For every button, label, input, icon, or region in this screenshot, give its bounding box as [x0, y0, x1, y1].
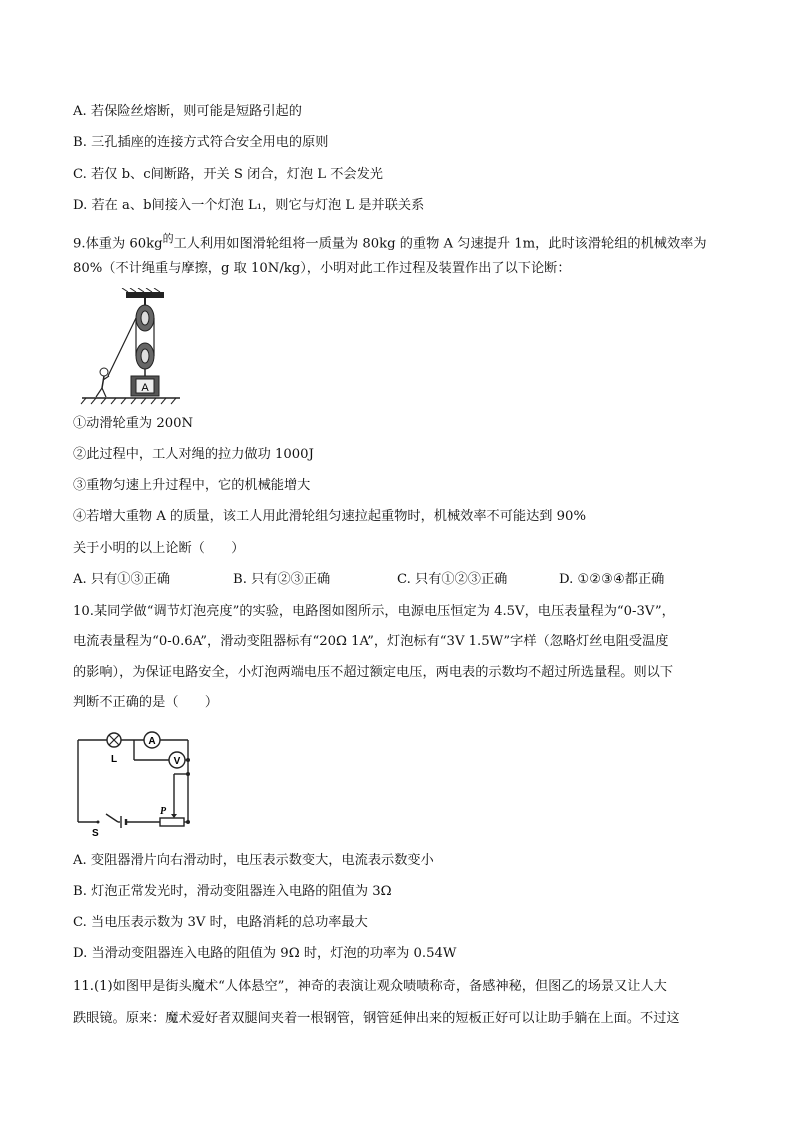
voltmeter-label: V: [173, 756, 181, 767]
q8-option-c: C. 若仅 b、c间断路，开关 S 闭合，灯泡 L 不会发光: [73, 167, 383, 182]
q9-stem-de: 的: [162, 232, 174, 245]
load-label: A: [141, 382, 149, 394]
q8-option-a: A. 若保险丝熔断，则可能是短路引起的: [73, 104, 302, 119]
q11-stem-line-1: 11.(1)如图甲是街头魔术“人体悬空”，神奇的表演让观众啧啧称奇，备感神秘，但图乙的场景又让人大: [73, 979, 667, 994]
q9-statement-2: ②此过程中，工人对绳的拉力做功 1000J: [73, 447, 314, 462]
ammeter-label: A: [148, 736, 156, 747]
q9-statement-4: ④若增大重物 A 的质量，该工人用此滑轮组匀速拉起重物时，机械效率不可能达到 90%: [73, 509, 586, 524]
q10-option-a: A. 变阻器滑片向右滑动时，电压表示数变大，电流表示数变小: [73, 853, 434, 868]
q11-stem-line-2: 跌眼镜。原来：魔术爱好者双腿间夹着一根钢管，钢管延伸出来的短板正好可以让助手躺在上面。不过这: [73, 1011, 680, 1026]
q9-choices: [73, 571, 664, 589]
q9-choice-d: D. ①②③④都正确: [559, 572, 665, 587]
q9-question: 关于小明的以上论断（ ）: [73, 541, 245, 556]
q10-stem-line-4: 判断不正确的是（ ）: [73, 695, 219, 710]
q9-choice-b: B. 只有②③正确: [233, 572, 331, 587]
q9-choice-c: C. 只有①②③正确: [397, 572, 508, 587]
slider-label: P: [160, 806, 167, 817]
q10-stem-line-1: 10.某同学做“调节灯泡亮度”的实验，电路图如图所示，电源电压恒定为 4.5V，电压表量程为“0-3V”，: [73, 604, 675, 619]
q9-statement-3: ③重物匀速上升过程中，它的机械能增大: [73, 478, 311, 493]
q9-stem-line-2: 80%（不计绳重与摩擦，g 取 10N/kg），小明对此工作过程及装置作出了以下论断：: [73, 261, 571, 276]
q10-option-d: D. 当滑动变阻器连入电路的阻值为 9Ω 时，灯泡的功率为 0.54W: [73, 946, 457, 961]
q10-option-c: C. 当电压表示数为 3V 时，电路消耗的总功率最大: [73, 915, 368, 930]
switch-label: S: [92, 828, 99, 838]
q9-choice-a: A. 只有①③正确: [73, 572, 171, 587]
q9-statement-1: ①动滑轮重为 200N: [73, 416, 194, 431]
pulley-figure: [76, 288, 186, 406]
circuit-diagram: [74, 728, 204, 838]
q10-option-b: B. 灯泡正常发光时，滑动变阻器连入电路的阻值为 3Ω: [73, 884, 392, 899]
q10-stem-line-2: 电流表量程为“0-0.6A”，滑动变阻器标有“20Ω 1A”，灯泡标有“3V 1.5W”字样（忽略灯丝电阻受温度: [73, 634, 669, 649]
q8-option-b: B. 三孔插座的连接方式符合安全用电的原则: [73, 135, 329, 150]
q9-stem-line-1: [73, 230, 707, 253]
q10-stem-line-3: 的影响），为保证电路安全，小灯泡两端电压不超过额定电压，两电表的示数均不超过所选量程。则以下: [73, 665, 674, 680]
lamp-label: L: [111, 754, 118, 765]
q9-stem-part: 工人利用如图滑轮组将一质量为 80kg 的重物 A 匀速提升 1m，此时该滑轮组的机械效率为: [173, 236, 707, 252]
q8-option-d: D. 若在 a、b间接入一个灯泡 L₁，则它与灯泡 L 是并联关系: [73, 198, 425, 213]
q9-stem-part: 9.体重为 60kg: [73, 236, 163, 252]
